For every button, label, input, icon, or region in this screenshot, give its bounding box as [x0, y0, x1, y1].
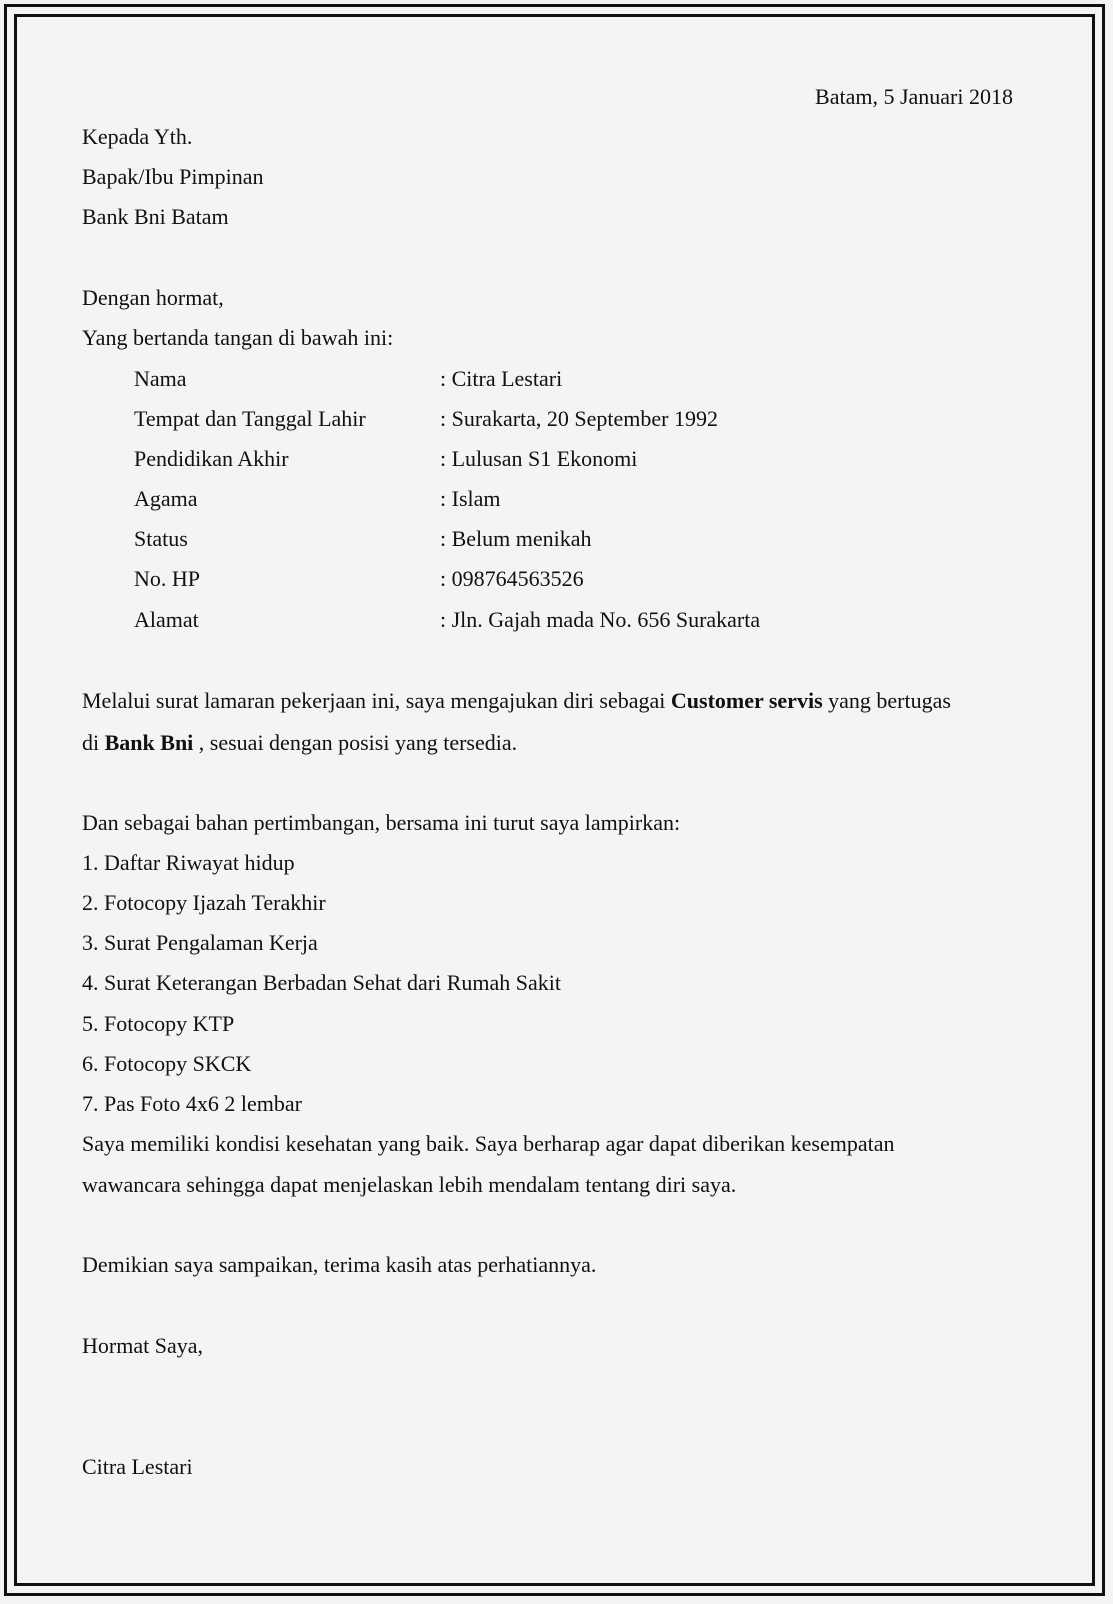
field-value-pendidikan: : Lulusan S1 Ekonomi	[440, 446, 638, 471]
recipient-line-2: Bapak/Ibu Pimpinan	[82, 164, 264, 189]
paragraph-1-line-2	[82, 730, 517, 756]
attachment-item: 4. Surat Keterangan Berbadan Sehat dari Rumah Sakit	[82, 970, 561, 995]
paragraph-2-line-2: wawancara sehingga dapat menjelaskan lebih mendalam tentang diri saya.	[82, 1172, 737, 1197]
field-label-status: Status	[134, 526, 188, 551]
field-label-pendidikan: Pendidikan Akhir	[134, 446, 289, 471]
attachment-item: 7. Pas Foto 4x6 2 lembar	[82, 1091, 302, 1116]
field-value-agama: : Islam	[440, 486, 501, 511]
attachment-item: 2. Fotocopy Ijazah Terakhir	[82, 890, 326, 915]
para1-text-d: , sesuai dengan posisi yang tersedia.	[193, 730, 518, 755]
letter-date: Batam, 5 Januari 2018	[815, 84, 1013, 109]
recipient-line-1: Kepada Yth.	[82, 124, 193, 149]
company-name: Bank Bni	[104, 730, 194, 755]
field-value-nama: : Citra Lestari	[440, 366, 563, 391]
paragraph-1-line-1	[82, 688, 951, 714]
position-name: Customer servis	[670, 688, 823, 713]
attachment-item: 1. Daftar Riwayat hidup	[82, 850, 295, 875]
field-label-agama: Agama	[134, 486, 198, 511]
paragraph-2-line-1: Saya memiliki kondisi kesehatan yang baik. Saya berharap agar dapat diberikan kesempatan	[82, 1131, 895, 1156]
field-label-alamat: Alamat	[134, 607, 199, 632]
attachment-item: 6. Fotocopy SKCK	[82, 1051, 252, 1076]
closing-text: Demikian saya sampaikan, terima kasih atas perhatiannya.	[82, 1252, 597, 1277]
attachments-intro: Dan sebagai bahan pertimbangan, bersama ini turut saya lampirkan:	[82, 810, 681, 835]
intro-text: Yang bertanda tangan di bawah ini:	[82, 325, 394, 350]
salutation: Dengan hormat,	[82, 285, 224, 310]
field-value-ttl: : Surakarta, 20 September 1992	[440, 406, 718, 431]
field-value-hp: : 098764563526	[440, 566, 584, 591]
field-label-nama: Nama	[134, 366, 187, 391]
field-label-ttl: Tempat dan Tanggal Lahir	[134, 406, 366, 431]
para1-text-b: yang bertugas	[822, 688, 951, 713]
field-value-status: : Belum menikah	[440, 526, 592, 551]
attachment-item: 5. Fotocopy KTP	[82, 1011, 235, 1036]
signature-name: Citra Lestari	[82, 1454, 193, 1479]
regards-text: Hormat Saya,	[82, 1333, 203, 1358]
para1-text-a: Melalui surat lamaran pekerjaan ini, saya mengajukan diri sebagai	[82, 688, 671, 713]
recipient-line-3: Bank Bni Batam	[82, 204, 229, 229]
field-label-hp: No. HP	[134, 566, 201, 591]
field-value-alamat: : Jln. Gajah mada No. 656 Surakarta	[440, 607, 761, 632]
attachment-item: 3. Surat Pengalaman Kerja	[82, 930, 318, 955]
para1-text-c: di	[82, 730, 105, 755]
